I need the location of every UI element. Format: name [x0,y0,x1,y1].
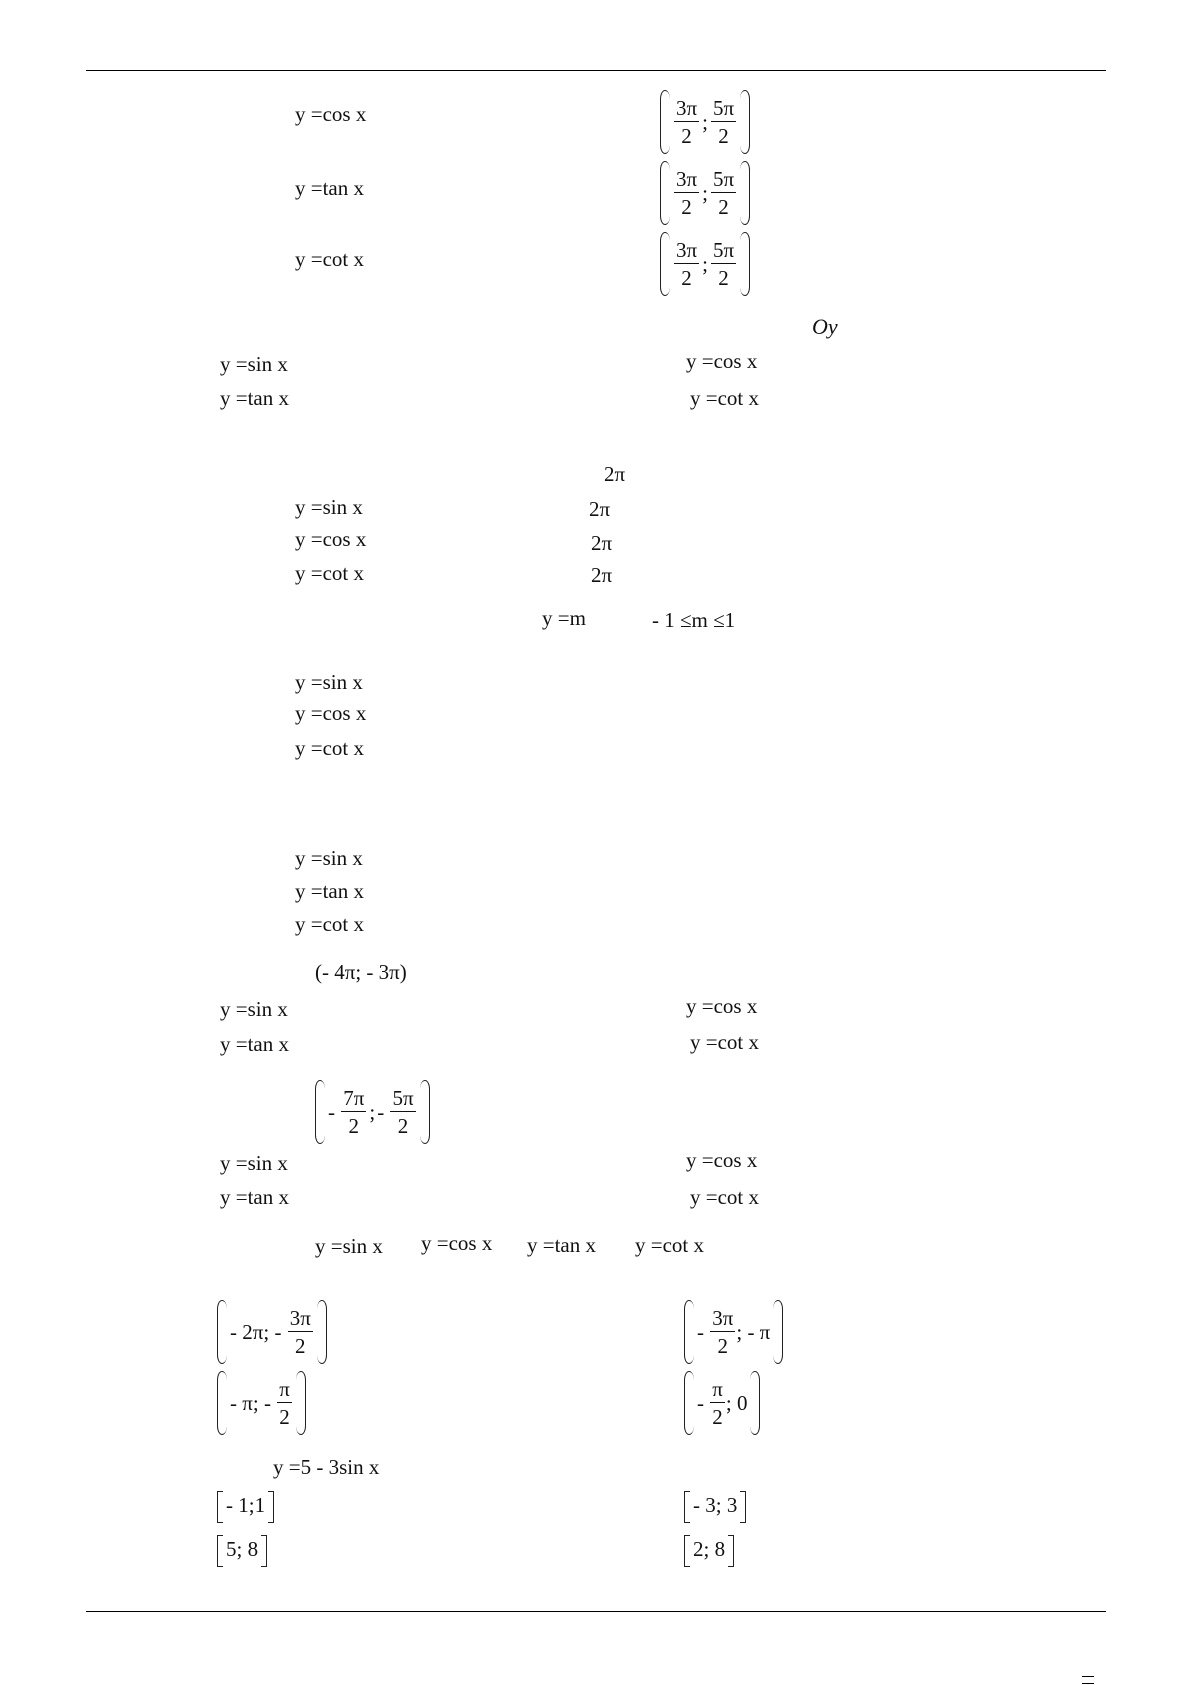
option-y-tan-x: y =tan x [220,1185,289,1209]
formula-y-cot-x: y =cot x [295,561,364,585]
formula-y-cos-x: y =cos x [295,701,367,725]
header-rule [86,70,1106,71]
option-y-cot-x: y =cot x [690,1185,759,1209]
formula-2pi: 2π [591,563,613,587]
option-y-tan-x: y =tan x [220,386,289,410]
formula-y-sin-x: y =sin x [295,670,363,694]
formula-y-cos-x: y =cos x [295,527,367,551]
option-y-sin-x: y =sin x [220,352,288,376]
formula-y-tan-x: y =tan x [295,879,364,903]
formula-y-tan-x: y =tan x [295,176,364,200]
option-segment-minus3-3: - 3; 3 [684,1491,746,1523]
formula-y-sin-x: y =sin x [295,495,363,519]
interval-3pi2-5pi2: $\frac{3\pi}{2}$ ; $\frac{5\pi}{2}$ [660,90,750,154]
option-y-cos-x: y =cos x [686,349,758,373]
option-y-sin-x: y =sin x [220,1151,288,1175]
formula-2pi: 2π [589,497,611,521]
formula-y-cot-x: y =cot x [295,736,364,760]
option-y-cos-x: y =cos x [686,994,758,1018]
option-y-cos-x: y =cos x [686,1148,758,1172]
option-y-cot-x: y =cot x [690,1030,759,1054]
formula-2pi: 2π [604,462,626,486]
formula-y-cos-x: y =cos x [421,1231,493,1255]
interval-minus-4pi-minus-3pi: (- 4π; - 3π) [315,960,407,984]
interval-3pi2-5pi2: $\frac{3\pi}{2}$ ; $\frac{5\pi}{2}$ [660,161,750,225]
option-y-tan-x: y =tan x [220,1032,289,1056]
formula-oy: Oy [812,314,838,339]
interval-3pi2-5pi2: $\frac{3\pi}{2}$ ; $\frac{5\pi}{2}$ [660,232,750,296]
formula-y-m: y =m [542,606,586,630]
formula-y-cot-x: y =cot x [635,1233,704,1257]
formula-m-range: - 1 ≤m ≤1 [652,608,736,632]
footer-rule [86,1611,1106,1612]
formula-y-cos-x: y =cos x [295,102,367,126]
option-y-sin-x: y =sin x [220,997,288,1021]
option-segment-5-8: 5; 8 [217,1535,267,1567]
formula-y-tan-x: y =tan x [527,1233,596,1257]
formula-y-cot-x: y =cot x [295,247,364,271]
option-interval-minus-2pi-minus-3pi2: - 2π; - $\frac{3\pi}{2}$ [217,1300,327,1364]
option-interval-minus-pi2-0: - $\frac{\pi}{2}$ ; 0 [684,1371,760,1435]
option-segment-2-8: 2; 8 [684,1535,734,1567]
option-interval-minus-pi-minus-pi2: - π; - $\frac{\pi}{2}$ [217,1371,306,1435]
formula-y-sin-x: y =sin x [315,1234,383,1258]
formula-y-sin-x: y =sin x [295,846,363,870]
formula-y-cot-x: y =cot x [295,912,364,936]
formula-y-5-minus-3sin-x: y =5 - 3sin x [273,1455,380,1479]
option-interval-minus-3pi2-minus-pi: - $\frac{3\pi}{2}$ ; - π [684,1300,783,1364]
option-segment-minus1-1: - 1;1 [217,1491,274,1523]
interval-minus-7pi2-minus-5pi2: - $\frac{7\pi}{2}$ ; - $\frac{5\pi}{2}$ [315,1080,430,1144]
page-corner-mark [1082,1676,1094,1684]
option-y-cot-x: y =cot x [690,386,759,410]
formula-2pi: 2π [591,531,613,555]
